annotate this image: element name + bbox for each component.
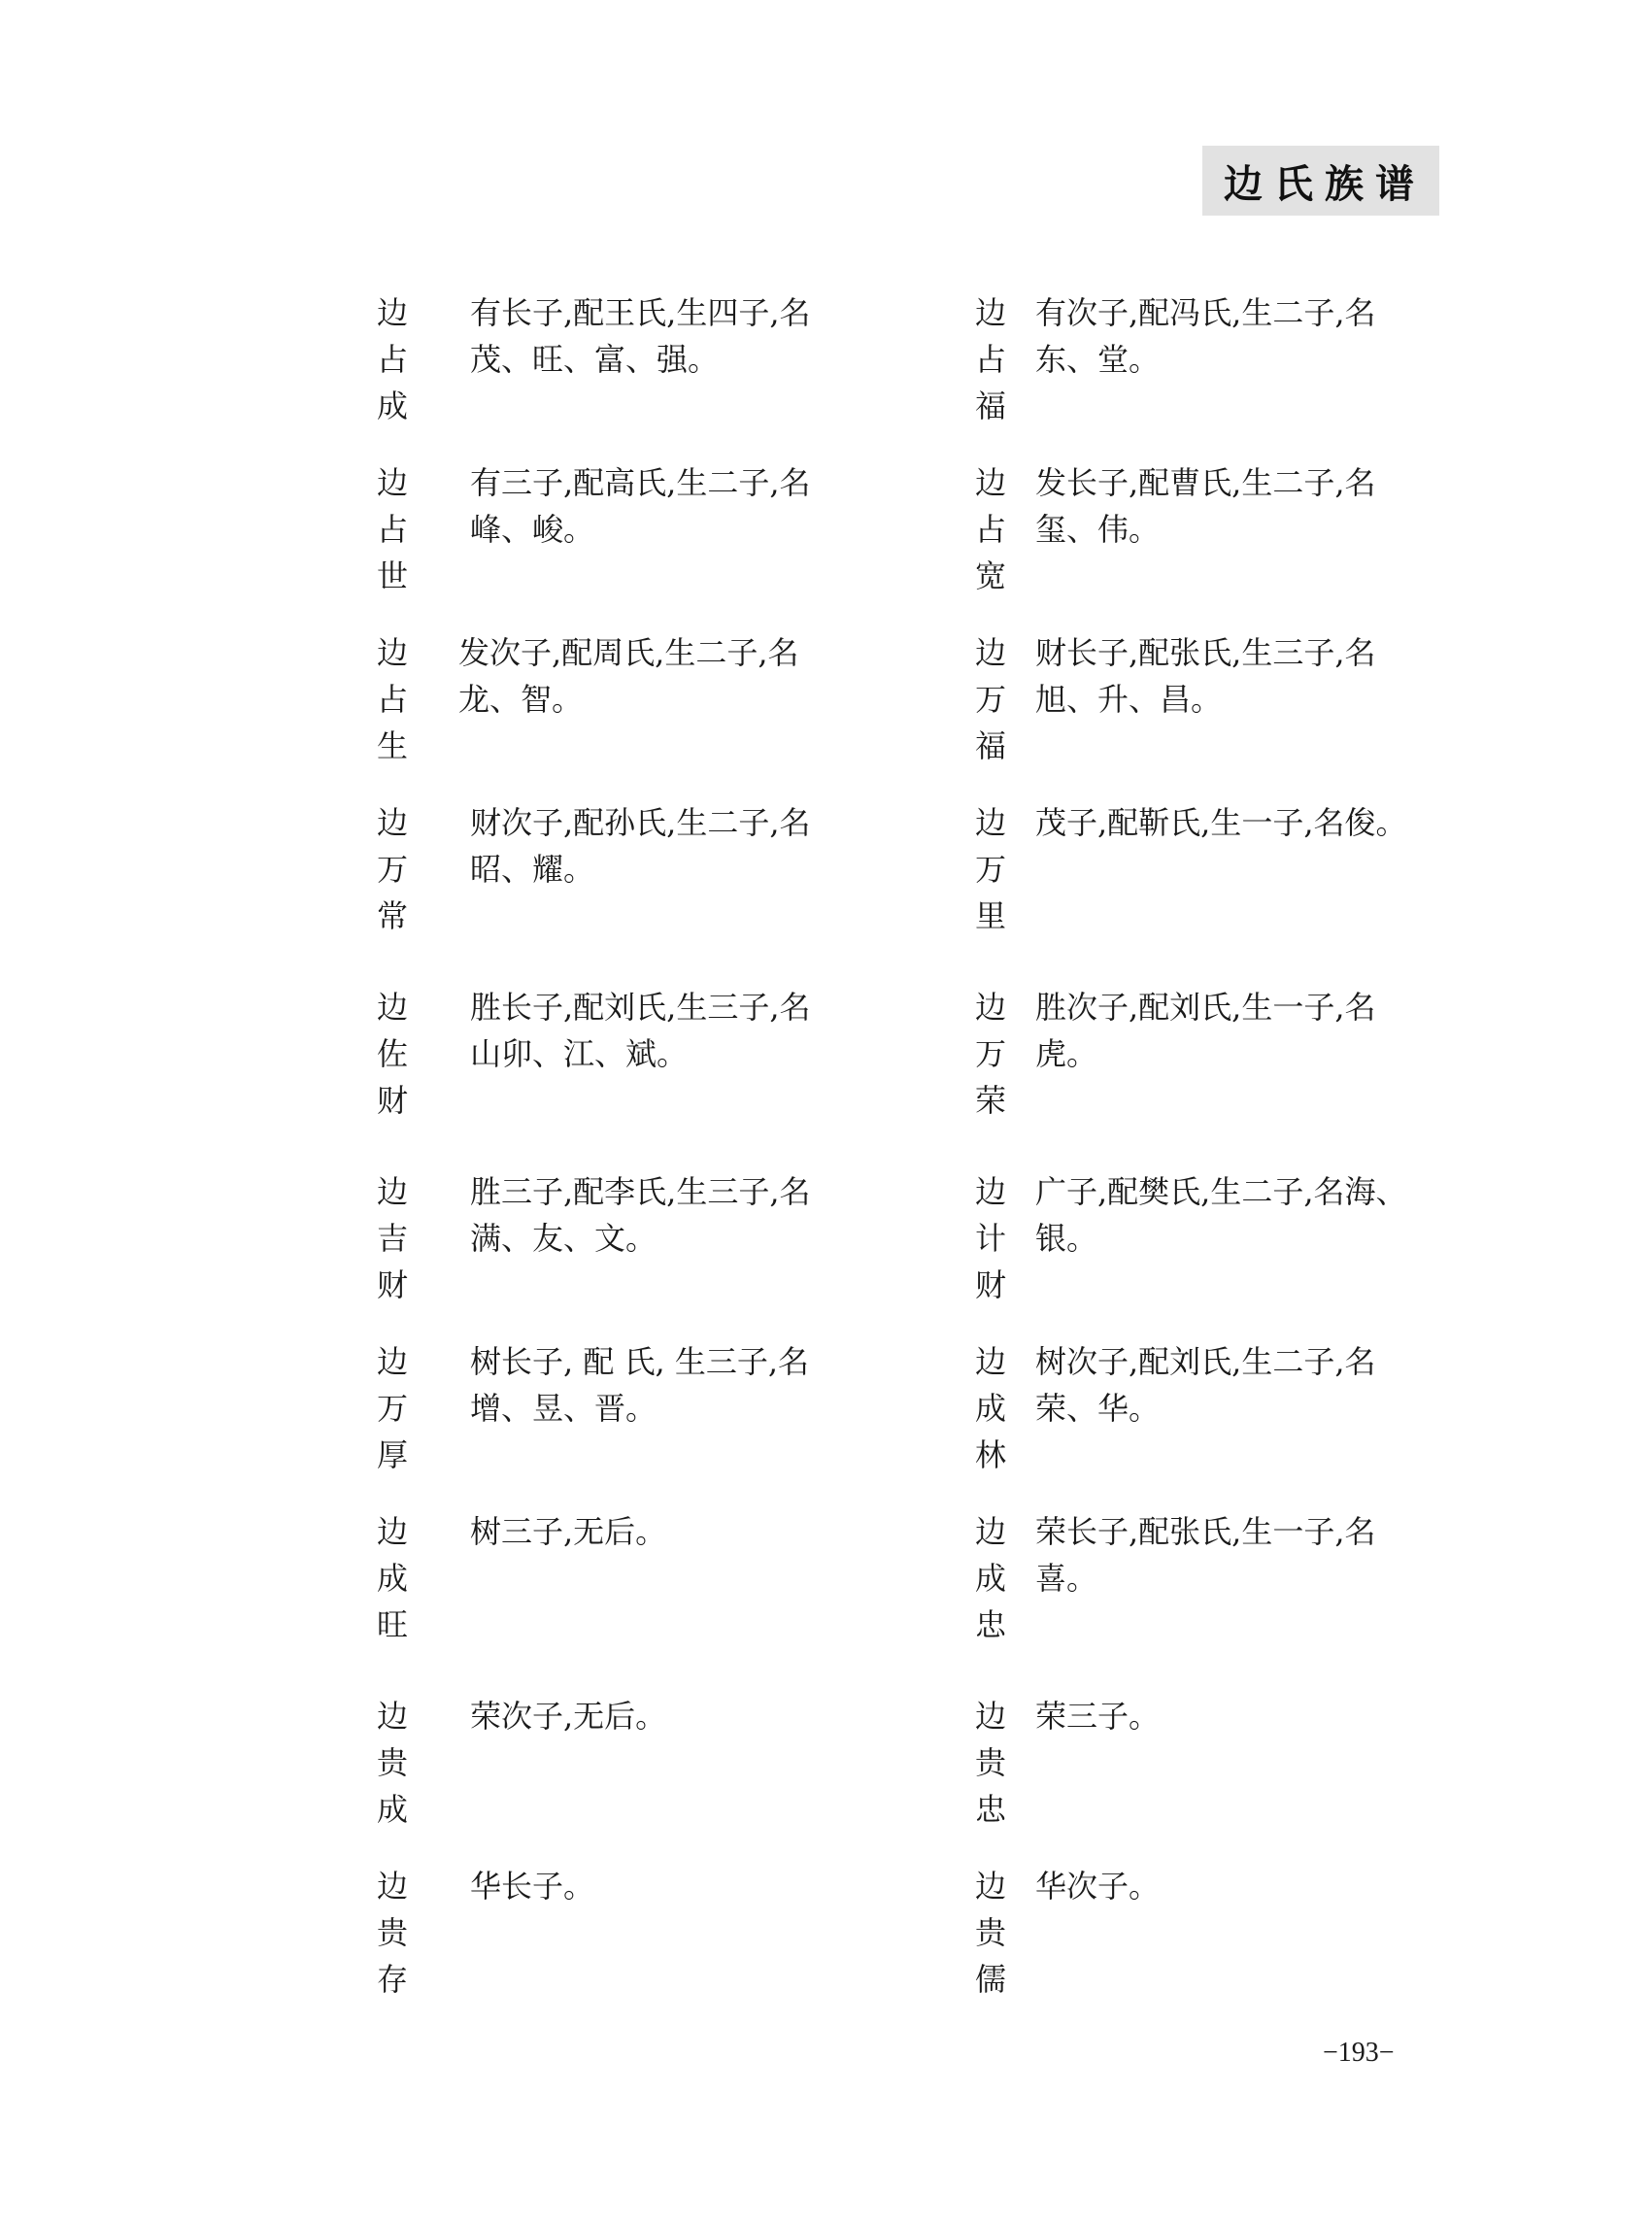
name-char: 财	[974, 1266, 1006, 1303]
person-name	[971, 1338, 1010, 1478]
person-description	[1035, 984, 1376, 1077]
description-line: 华长子。	[470, 1868, 595, 1905]
name-char: 边	[376, 1343, 408, 1380]
person-name	[971, 1863, 1010, 2003]
name-char: 里	[974, 897, 1006, 934]
name-char: 忠	[974, 1606, 1006, 1643]
person-name	[373, 459, 412, 599]
name-char: 宽	[974, 557, 1006, 594]
name-char: 边	[376, 634, 408, 671]
name-char: 成	[974, 1560, 1006, 1597]
person-name	[971, 459, 1010, 599]
description-line: 满、友、文。	[470, 1220, 657, 1257]
description-line: 有次子,配冯氏,生二子,名	[1035, 294, 1376, 331]
page-number: −193−	[1323, 2038, 1395, 2068]
description-line: 茂子,配靳氏,生一子,名俊。	[1035, 804, 1407, 841]
name-char: 贵	[376, 1914, 408, 1951]
name-char: 占	[974, 511, 1006, 548]
person-description	[458, 629, 799, 723]
person-description	[1035, 1863, 1160, 1909]
person-description	[470, 459, 811, 553]
name-char: 成	[376, 1560, 408, 1597]
name-char: 占	[974, 341, 1006, 378]
description-line: 龙、智。	[458, 681, 584, 718]
description-line: 广子,配樊氏,生二子,名海、	[1035, 1173, 1407, 1210]
name-char: 计	[974, 1220, 1006, 1257]
name-char: 边	[376, 1868, 408, 1905]
name-char: 成	[376, 1791, 408, 1828]
name-char: 财	[376, 1266, 408, 1303]
person-description	[1035, 1508, 1376, 1602]
person-name	[373, 1338, 412, 1478]
description-line: 有三子,配高氏,生二子,名	[470, 464, 811, 501]
person-description	[1035, 289, 1376, 383]
name-char: 边	[974, 1173, 1006, 1210]
person-description	[470, 1338, 809, 1432]
name-char: 边	[974, 1343, 1006, 1380]
person-name	[373, 629, 412, 769]
person-name	[971, 1168, 1010, 1308]
name-char: 万	[974, 1035, 1006, 1072]
description-line: 胜次子,配刘氏,生一子,名	[1035, 989, 1376, 1026]
person-name	[971, 1508, 1010, 1648]
person-name	[971, 1693, 1010, 1833]
header-banner	[1202, 146, 1439, 216]
person-description	[470, 984, 811, 1077]
name-char: 边	[376, 1173, 408, 1210]
name-char: 贵	[974, 1744, 1006, 1781]
description-line: 昭、耀。	[470, 851, 595, 888]
name-char: 福	[974, 388, 1006, 424]
person-description	[1035, 1338, 1376, 1432]
person-description	[1035, 1693, 1160, 1739]
name-char: 边	[974, 1868, 1006, 1905]
name-char: 常	[376, 897, 408, 934]
name-char: 万	[974, 681, 1006, 718]
person-name	[373, 1863, 412, 2003]
name-char: 存	[376, 1961, 408, 1998]
name-char: 世	[376, 557, 408, 594]
name-char: 厚	[376, 1436, 408, 1473]
description-line: 财次子,配孙氏,生二子,名	[470, 804, 811, 841]
name-char: 成	[974, 1390, 1006, 1427]
name-char: 边	[376, 1513, 408, 1550]
description-line: 旭、升、昌。	[1035, 681, 1223, 718]
name-char: 边	[376, 294, 408, 331]
person-description	[470, 1693, 666, 1739]
person-name	[971, 984, 1010, 1124]
description-line: 发次子,配周氏,生二子,名	[458, 634, 799, 671]
description-line: 树次子,配刘氏,生二子,名	[1035, 1343, 1376, 1380]
description-line: 胜三子,配李氏,生三子,名	[470, 1173, 811, 1210]
name-char: 贵	[974, 1914, 1006, 1951]
name-char: 吉	[376, 1220, 408, 1257]
person-name	[373, 1508, 412, 1648]
name-char: 占	[376, 681, 408, 718]
person-name	[373, 799, 412, 939]
person-description	[1035, 799, 1407, 846]
page-title: 边氏族谱	[1224, 161, 1426, 207]
person-description	[470, 1168, 811, 1262]
person-description	[1035, 459, 1376, 553]
name-char: 万	[974, 851, 1006, 888]
person-name	[971, 289, 1010, 429]
description-line: 胜长子,配刘氏,生三子,名	[470, 989, 811, 1026]
description-line: 东、堂。	[1035, 341, 1161, 378]
description-line: 银。	[1035, 1220, 1098, 1257]
person-name	[373, 984, 412, 1124]
person-name	[373, 1168, 412, 1308]
name-char: 边	[974, 634, 1006, 671]
name-char: 占	[376, 511, 408, 548]
person-description	[1035, 629, 1376, 723]
name-char: 边	[974, 294, 1006, 331]
description-line: 发长子,配曹氏,生二子,名	[1035, 464, 1376, 501]
person-name	[971, 629, 1010, 769]
name-char: 万	[376, 1390, 408, 1427]
description-line: 荣次子,无后。	[470, 1698, 667, 1735]
name-char: 忠	[974, 1791, 1006, 1828]
name-char: 边	[376, 804, 408, 841]
name-char: 边	[974, 989, 1006, 1026]
description-line: 华次子。	[1035, 1868, 1161, 1905]
name-char: 边	[974, 1513, 1006, 1550]
person-description	[470, 1863, 594, 1909]
person-name	[971, 799, 1010, 939]
description-line: 山卯、江、斌。	[470, 1035, 689, 1072]
person-description	[470, 1508, 666, 1555]
name-char: 贵	[376, 1744, 408, 1781]
name-char: 荣	[974, 1082, 1006, 1119]
description-line: 有长子,配王氏,生四子,名	[470, 294, 811, 331]
name-char: 儒	[974, 1961, 1006, 1998]
name-char: 福	[974, 727, 1006, 764]
description-line: 荣、华。	[1035, 1390, 1161, 1427]
name-char: 边	[376, 989, 408, 1026]
name-char: 边	[376, 464, 408, 501]
name-char: 边	[376, 1698, 408, 1735]
name-char: 生	[376, 727, 408, 764]
description-line: 荣三子。	[1035, 1698, 1161, 1735]
description-line: 荣长子,配张氏,生一子,名	[1035, 1513, 1376, 1550]
description-line: 虎。	[1035, 1035, 1098, 1072]
name-char: 边	[974, 1698, 1006, 1735]
name-char: 财	[376, 1082, 408, 1119]
description-line: 财长子,配张氏,生三子,名	[1035, 634, 1376, 671]
person-description	[470, 799, 811, 893]
name-char: 旺	[376, 1606, 408, 1643]
person-description	[1035, 1168, 1407, 1262]
description-line: 增、昱、晋。	[470, 1390, 657, 1427]
description-line: 玺、伟。	[1035, 511, 1161, 548]
name-char: 边	[974, 464, 1006, 501]
description-line: 树三子,无后。	[470, 1513, 667, 1550]
name-char: 成	[376, 388, 408, 424]
description-line: 茂、旺、富、强。	[470, 341, 720, 378]
description-line: 峰、峻。	[470, 511, 595, 548]
person-name	[373, 289, 412, 429]
description-line: 树长子, 配 氏, 生三子,名	[470, 1343, 810, 1380]
person-name	[373, 1693, 412, 1833]
name-char: 万	[376, 851, 408, 888]
person-description	[470, 289, 811, 383]
description-line: 喜。	[1035, 1560, 1098, 1597]
name-char: 佐	[376, 1035, 408, 1072]
name-char: 边	[974, 804, 1006, 841]
name-char: 林	[974, 1436, 1006, 1473]
name-char: 占	[376, 341, 408, 378]
